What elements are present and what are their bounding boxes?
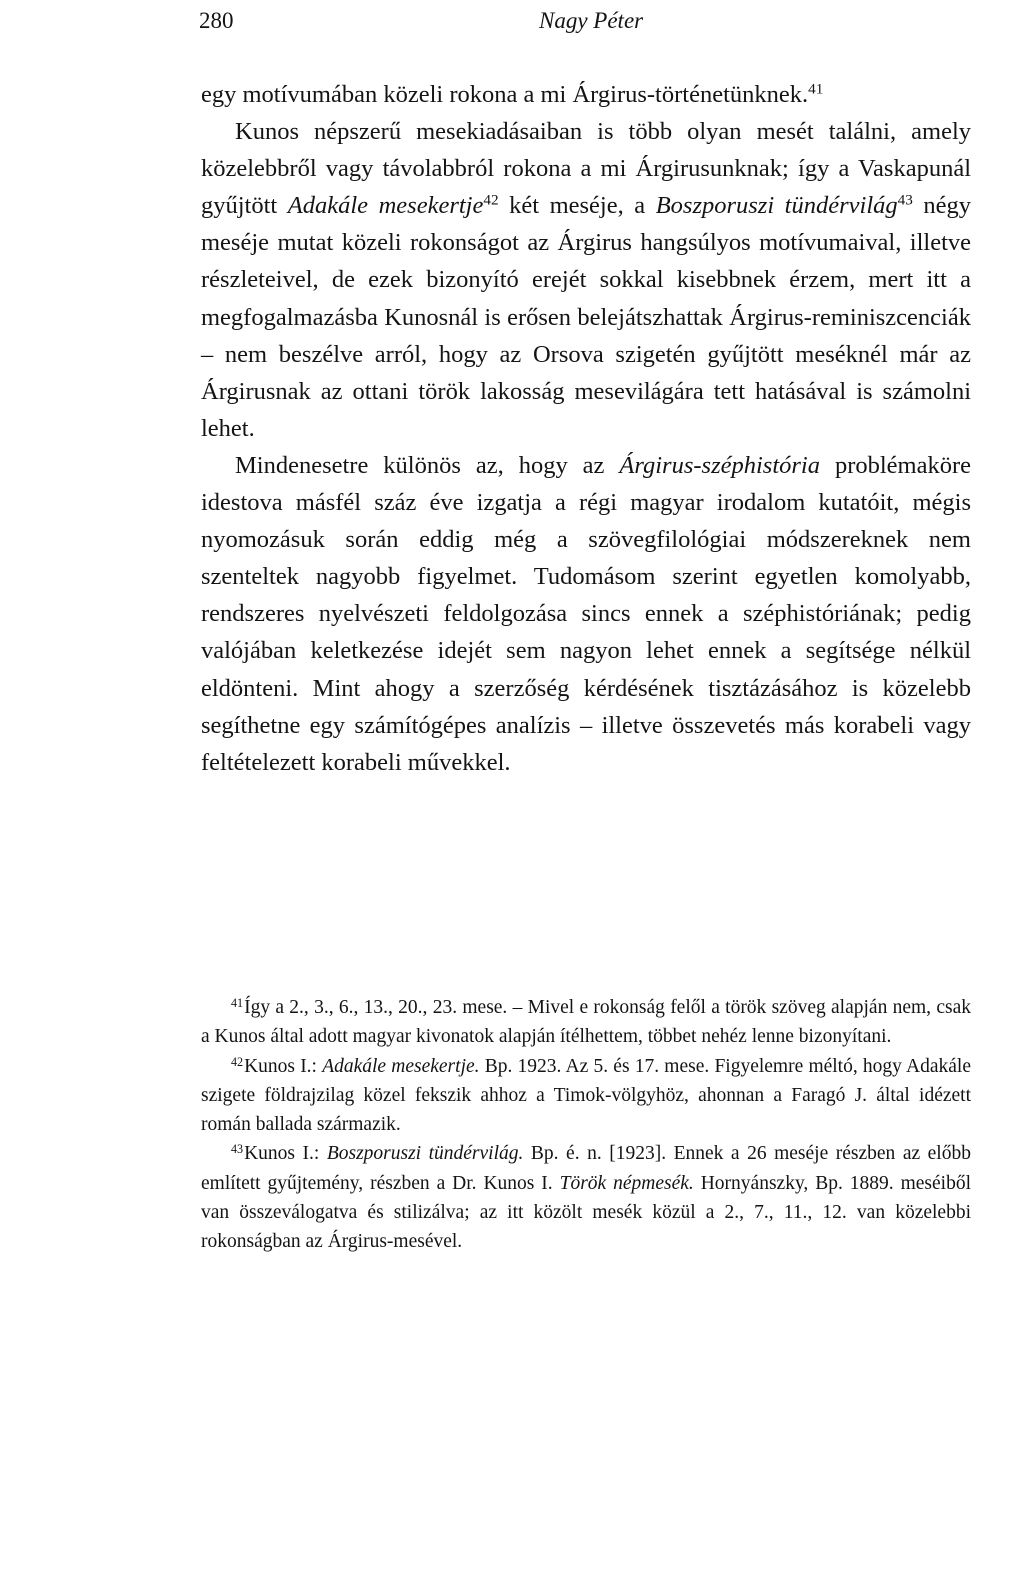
running-head (199, 8, 979, 38)
book-title-adakale: Adakále mesekertje (287, 192, 484, 220)
footnote-mark: 43 (231, 1142, 244, 1157)
paragraph-3 (201, 447, 971, 781)
footnote-ref-41[interactable]: 41 (808, 80, 824, 98)
footnote-mark: 41 (231, 995, 244, 1010)
footnote-mark: 42 (231, 1054, 244, 1069)
footnote-text: Kunos I.: (244, 1143, 327, 1165)
paragraph-text: Mindenesetre különös az, hogy az (235, 451, 620, 479)
footnote-text: Bp. é. n. [1923]. Ennek a 26 meséje részben az előbb említett gyűjtemény, részben a Dr. Kunos I. (201, 1143, 971, 1194)
footnote-text: Kunos I.: (244, 1055, 323, 1077)
book-title-boszporuszi: Boszporuszi tündérvilág (655, 192, 898, 220)
running-title: Nagy Péter (539, 8, 644, 33)
paragraph-text: problémaköre idestova másfél száz éve izgatja a régi magyar irodalom kutatóit, mégis nyomozásuk során eddig még a szövegfilológiai módszereknek nem szenteltek nagyobb figyelmet. Tudomásom szerint egyetlen komolyabb, rendszeres nyelvészeti feldolgozása sincs ennek a széphistóriának; pedig valójában keletkezése idejét sem nagyon lehet ennek a segítsége nélkül eldönteni. Mint ahogy a szerzőség kérdésének tisztázásához is közelebb segíthetne egy számítógépes analízis – illetve összevetés más korabeli vagy feltételezett korabeli művekkel. (201, 451, 971, 776)
footnote-text: Hornyánszky, Bp. 1889. meséiből van összeválogatva és stilizálva; az itt közölt mesék közül a 2., 7., 11., 12. van közelebbi rokonságban az Árgirus-mesével. (201, 1172, 971, 1253)
footnote-42 (201, 1052, 971, 1140)
footnote-book-title: Boszporuszi tündérvilág. (326, 1143, 524, 1165)
footnote-ref-43[interactable]: 43 (897, 191, 913, 209)
footnote-ref-42[interactable]: 42 (483, 191, 499, 209)
paragraph-text: négy meséje mutat közeli rokonságot az Árgirus hangsúlyos motívumaival, illetve részleteivel, de ezek bizonyító erejét sokkal kisebbnek érzem, mert itt a megfogalmazásba Kunosnál is erősen belejátszhattak Árgirus-reminiszcenciák – nem beszélve arról, hogy az Orsova szigetén gyűjtött meséknél már az Árgirusnak az ottani török lakosság mesevilágára tett hatásával is számolni lehet. (201, 192, 971, 442)
footnote-43 (201, 1139, 971, 1256)
footnote-41 (201, 993, 971, 1052)
footnotes (201, 993, 971, 1257)
footnote-book-title: Adakále mesekertje. (322, 1055, 480, 1077)
work-title-argirus: Árgirus-széphistória (619, 451, 820, 479)
footnote-book-title: Török népmesék. (559, 1172, 694, 1194)
paragraph-text: egy motívumában közeli rokona a mi Árgirus-történetünknek. (201, 81, 809, 108)
paragraph-text: két meséje, a (498, 192, 656, 220)
body-text (201, 76, 971, 781)
paragraph-text: Kunos népszerű mesekiadásaiban is több olyan mesét találni, amely közelebbről vagy távolabbról rokona a mi Árgirusunknak; így a Vaskapunál gyűjtött (201, 118, 971, 220)
paragraph-2 (201, 113, 971, 447)
paragraph-1 (201, 76, 971, 113)
page-number: 280 (199, 8, 234, 33)
footnote-text: Bp. 1923. Az 5. és 17. mese. Figyelemre méltó, hogy Adakále szigete földrajzilag közel fekszik ahhoz a Timok-völgyhöz, ahonnan a Faragó J. által idézett román ballada származik. (201, 1055, 971, 1136)
footnote-text: Így a 2., 3., 6., 13., 20., 23. mese. – Mivel e rokonság felől a török szöveg alapján nem, csak a Kunos által adott magyar kivonatok alapján ítélhettem, többet nehéz lenne bizonyítani. (201, 997, 971, 1048)
